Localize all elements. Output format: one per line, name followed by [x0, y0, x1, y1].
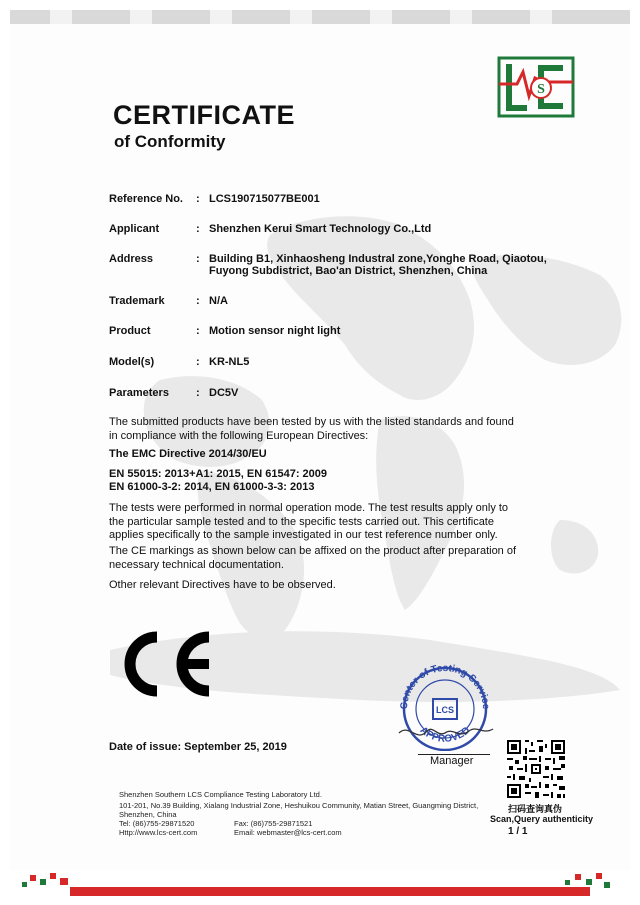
field-value: DC5V [209, 387, 239, 399]
footer-lab-name: Shenzhen Southern LCS Compliance Testing Laboratory Ltd. [119, 790, 322, 799]
standards-line-1: EN 55015: 2013+A1: 2015, EN 61547: 2009 [109, 468, 328, 480]
lcs-logo [497, 56, 575, 118]
footer-city: Shenzhen, China [119, 810, 177, 819]
ce-marking-paragraph: The CE markings as shown below can be affixed on the product after preparation of necessary technical documentation. [109, 545, 517, 571]
verify-label-en: Scan,Query authenticity [490, 814, 594, 824]
field-label: Model(s) [109, 356, 155, 368]
test-paragraph: The tests were performed in normal operation mode. The test results apply only to the particular sample tested and to the specific tests carried out. This certificate applies specifically to the sample investigated in our test reference number only. [109, 502, 509, 541]
directive-title: The EMC Directive 2014/30/EU [109, 448, 267, 460]
field-label: Address [109, 253, 154, 265]
field-label: Applicant [109, 223, 160, 235]
ce-mark [107, 630, 215, 698]
verification-qr-code[interactable] [505, 738, 567, 800]
footer-email[interactable]: Email: webmaster@lcs-cert.com [234, 828, 342, 837]
field-label: Trademark [109, 295, 165, 307]
certificate-title: CERTIFICATE [113, 100, 295, 130]
logo-letter: S [537, 82, 545, 97]
footer-website[interactable]: Http://www.lcs-cert.com [119, 828, 198, 837]
field-value: Shenzhen Kerui Smart Technology Co.,Ltd [209, 223, 432, 235]
stamp-top-text: Center of Testing Service [398, 663, 492, 710]
standards-line-2: EN 61000-3-2: 2014, EN 61000-3-3: 2013 [109, 481, 315, 493]
approval-stamp [393, 663, 497, 751]
field-value-line2: Fuyong Subdistrict, Bao'an District, Shenzhen, China [209, 265, 488, 277]
field-label: Product [109, 325, 151, 337]
page-number: 1 / 1 [508, 826, 528, 837]
footer-address: 101-201, No.39 Building, Xialang Industrial Zone, Heshuikou Community, Matian Street, Guangming District, [119, 801, 479, 810]
footer-tel: Tel: (86)755-29871520 [119, 819, 195, 828]
other-directives-paragraph: Other relevant Directives have to be observed. [109, 579, 336, 591]
field-value: N/A [209, 295, 228, 307]
field-label: Parameters [109, 387, 169, 399]
footer-fax: Fax: (86)755-29871521 [234, 819, 313, 828]
field-value: KR-NL5 [209, 356, 250, 368]
certificate-subtitle: of Conformity [114, 132, 226, 151]
compliance-paragraph: The submitted products have been tested by us with the listed standards and found in compliance with the following European Directives: [109, 416, 514, 442]
field-label: Reference No. [109, 193, 183, 205]
verify-label-cn: 扫码查询真伪 [508, 804, 563, 814]
date-of-issue: Date of issue: September 25, 2019 [109, 741, 287, 753]
signatory-title: Manager [430, 755, 474, 767]
field-value: Building B1, Xinhaosheng Industral zone,Yonghe Road, Qiaotou, [209, 253, 547, 265]
field-value: Motion sensor night light [209, 325, 341, 337]
field-value: LCS190715077BE001 [209, 193, 320, 205]
stamp-bottom-text: APPROVED [417, 724, 473, 745]
bottom-border [0, 870, 640, 905]
stamp-center-text: LCS [436, 705, 454, 715]
